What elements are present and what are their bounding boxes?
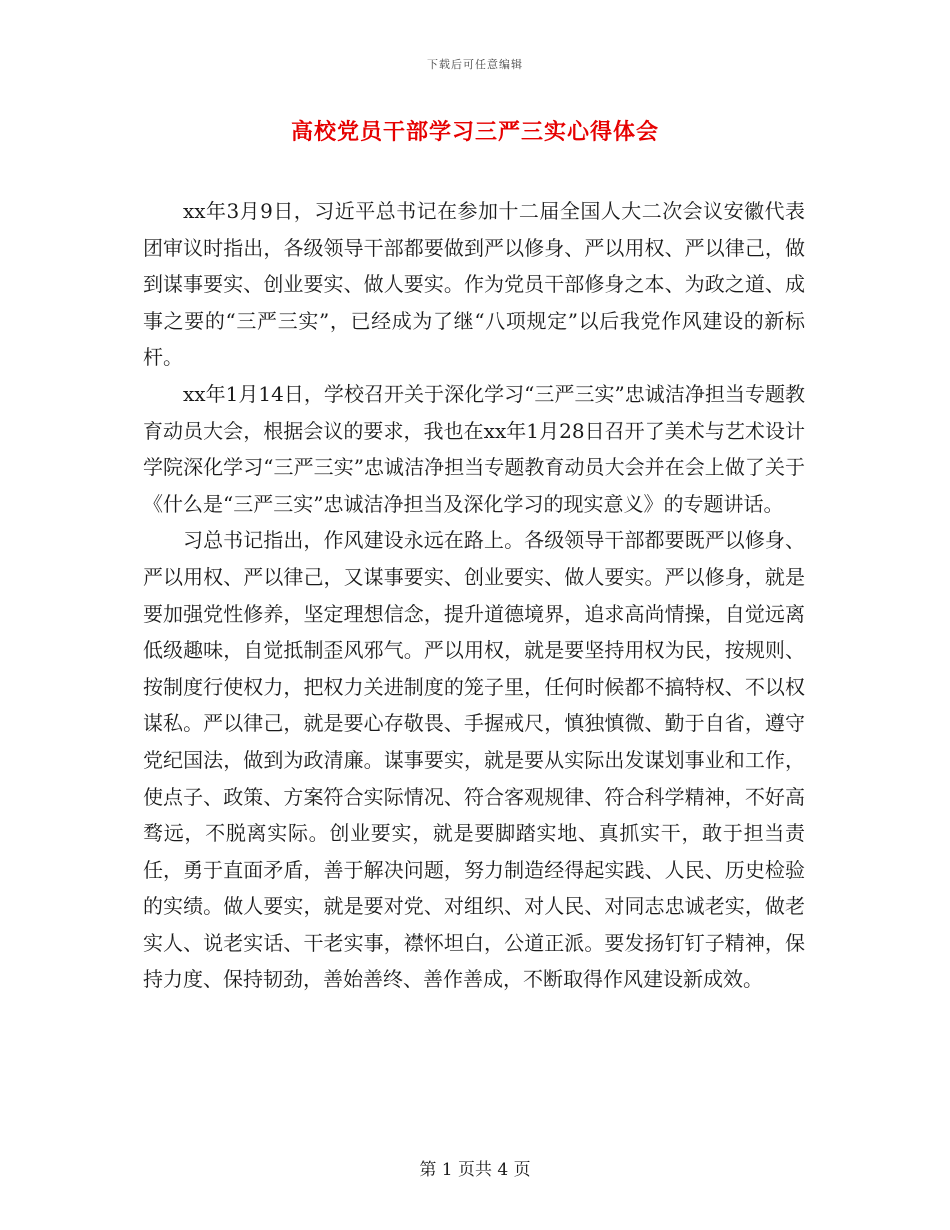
page-number: 第 1 页共 4 页 bbox=[419, 1160, 531, 1180]
header-note: 下载后可任意编辑 bbox=[427, 58, 523, 71]
paragraph: 习总书记指出，作风建设永远在路上。各级领导干部都要既严以修身、严以用权、严以律己，又谋事要实、创业要实、做人要实。严以修身，就是要加强党性修养，坚定理想信念，提升道德境界，追求高尚情操，自觉远离低级趣味，自觉抵制歪风邪气。严以用权，就是要坚持用权为民，按规则、按制度行使权力，把权力关进制度的笼子里，任何时候都不搞特权、不以权谋私。严以律己，就是要心存敬畏、手握戒尺，慎独慎微、勤于自省，遵守党纪国法，做到为政清廉。谋事要实，就是要从实际出发谋划事业和工作，使点子、政策、方案符合实际情况、符合客观规律、符合科学精神，不好高骛远，不脱离实际。创业要实，就是要脚踏实地、真抓实干，敢于担当责任，勇于直面矛盾，善于解决问题，努力制造经得起实践、人民、历史检验的实绩。做人要实，就是要对党、对组织、对人民、对同志忠诚老实，做老实人、说老实话、干老实事，襟怀坦白，公道正派。要发扬钉钉子精神，保持力度、保持韧劲，善始善终、善作善成，不断取得作风建设新成效。 bbox=[143, 528, 805, 992]
document-title: 高校党员干部学习三严三实心得体会 bbox=[290, 119, 659, 145]
paragraph: xx年1月14日，学校召开关于深化学习“三严三实”忠诚洁净担当专题教育动员大会，根据会议的要求，我也在xx年1月28日召开了美术与艺术设计学院深化学习“三严三实”忠诚洁净担当专题教育动员大会并在会上做了关于《什么是“三严三实”忠诚洁净担当及深化学习的现实意义》的专题讲话。 bbox=[143, 381, 805, 516]
paragraph: xx年3月9日，习近平总书记在参加十二届全国人大二次会议安徽代表团审议时指出，各级领导干部都要做到严以修身、严以用权、严以律己，做到谋事要实、创业要实、做人要实。作为党员干部修身之本、为政之道、成事之要的“三严三实”，已经成为了继“八项规定”以后我党作风建设的新标杆。 bbox=[143, 199, 805, 370]
document-body bbox=[143, 193, 805, 998]
